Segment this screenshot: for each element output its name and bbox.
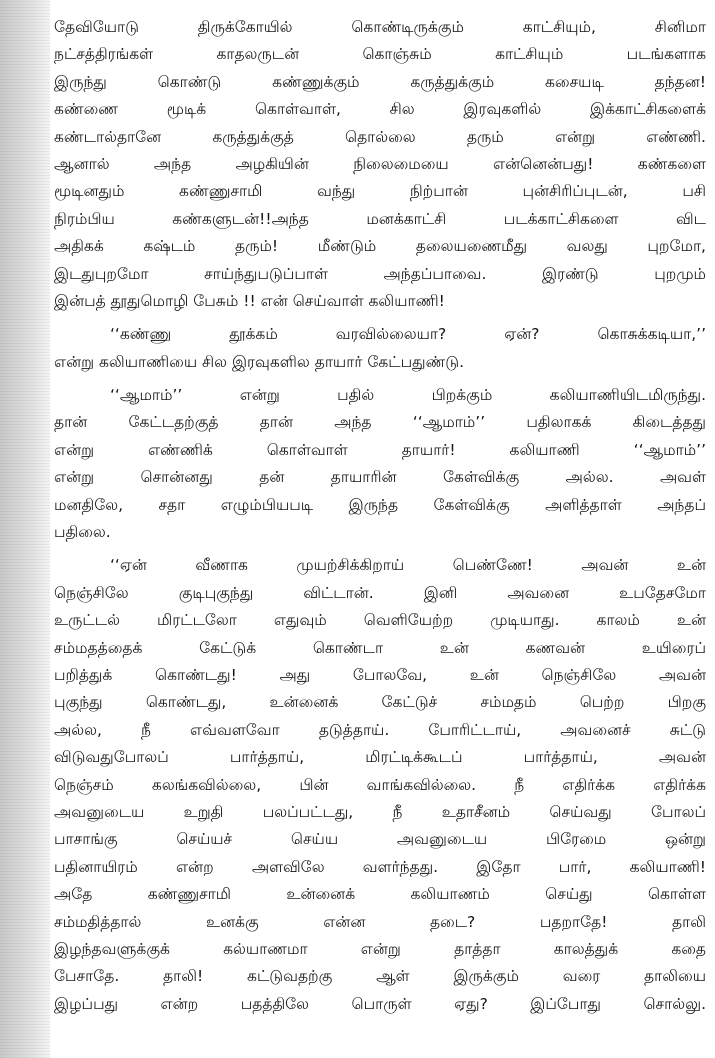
text-line: இழந்தவளுக்குக் கல்யாணமா என்று தாத்தா காலத்துக் கதை: [54, 939, 706, 958]
text-line: அல்ல, நீ எவ்வளவோ தடுத்தாய். போரிட்டாய், அவனைச் சுட்டு: [54, 720, 706, 739]
text-line: தேவியோடு திருக்கோயில் கொண்டிருக்கும் காட்சியும், சினிமா: [54, 18, 706, 36]
text-line: கண்டால்தானே கருத்துக்குத் தொல்லை தரும் என்று எண்ணி.: [54, 127, 706, 146]
text-line: என்று சொன்னது தன் தாயாரின் கேள்விக்கு அல்ல. அவள்: [54, 468, 706, 487]
text-line: இடதுபுறமோ சாய்ந்துபடுப்பாள் அந்தப்பாவை. இரண்டு புறமும்: [54, 264, 706, 283]
text-line: ‘‘ஆமாம்’’ என்று பதில் பிறக்கும் கலியாணியிடமிருந்து.: [110, 386, 706, 405]
text-line: இருந்து கொண்டு கண்ணுக்கும் கருத்துக்கும் கசையடி தந்தன!: [54, 72, 706, 91]
text-line: நட்சத்திரங்கள் காதலருடன் கொஞ்சும் காட்சியும் படங்களாக: [54, 45, 706, 64]
text-line: இன்பத் தூதுமொழி பேசும் !! என் செய்வாள் கலியாணி!: [54, 291, 445, 310]
text-line: விடுவதுபோலப் பார்த்தாய், மிரட்டிக்கூடப் பார்த்தாய், அவன்: [54, 748, 706, 767]
text-line: பறித்துக் கொண்டது! அது போலவே, உன் நெஞ்சிலே அவன்: [54, 665, 706, 684]
text-line: சம்மதத்தைக் கேட்டுக் கொண்டா உன் கணவன் உயிரைப்: [54, 638, 706, 657]
text-line: நெஞ்சிலே குடிபுகுந்து விட்டான். இனி அவனை உபதேசமோ: [54, 583, 706, 602]
text-line: தான் கேட்டதற்குத் தான் அந்த ‘‘ஆமாம்’’ பதிலாகக் கிடைத்தது: [54, 413, 706, 432]
paragraph-3: [54, 382, 706, 546]
paragraph-4: [54, 552, 706, 1018]
text-line: மனதிலே, சதா எழும்பியபடி இருந்த கேள்விக்கு அளித்தாள் அந்தப்: [54, 495, 706, 514]
text-line: புகுந்து கொண்டது, உன்னைக் கேட்டுச் சம்மதம் பெற்ற பிறகு: [54, 693, 706, 712]
text-line: இழப்பது என்ற பதத்திலே பொருள் ஏது? இப்போது சொல்லு.: [54, 994, 706, 1013]
text-line: அதே கண்ணுசாமி உன்னைக் கலியாணம் செய்து கொள்ள: [54, 885, 706, 904]
text-line: மூடினதும் கண்ணுசாமி வந்து நிற்பான் புன்சிரிப்புடன், பசி: [54, 182, 706, 201]
body-text: [54, 14, 706, 1018]
text-line: ‘‘ஏன் வீணாக முயற்சிக்கிறாய் பெண்ணே! அவன் உன்: [110, 556, 706, 575]
text-line: பதிலை.: [54, 523, 111, 542]
text-line: பேசாதே. தாலி! கட்டுவதற்கு ஆள் இருக்கும் வரை தாலியை: [54, 967, 706, 986]
text-line: உருட்டல் மிரட்டலோ எதுவும் வெளியேற்ற முடியாது. காலம் உன்: [54, 611, 706, 630]
text-line: அவனுடைய உறுதி பலப்பட்டது, நீ உதாசீனம் செய்வது போலப்: [54, 802, 706, 821]
text-line: நிரம்பிய கண்களுடன்!!அந்த மனக்காட்சி படக்காட்சிகளை விட: [54, 209, 706, 228]
text-line: கண்ணை மூடிக் கொள்வாள், சில இரவுகளில் இக்காட்சிகளைக்: [54, 100, 706, 119]
text-line: சம்மதித்தால் உனக்கு என்ன தடை? பதறாதே! தாலி: [54, 912, 706, 931]
text-line: என்று கலியாணியை சில இரவுகளில தாயார் கேட்பதுண்டு.: [54, 352, 465, 371]
text-line: ஆனால் அந்த அழகியின் நிலைமையை என்னென்பது! கண்களை: [54, 154, 706, 173]
paragraph-1: [54, 14, 706, 315]
text-line: பாசாங்கு செய்யச் செய்ய அவனுடைய பிரேமை ஒன்று: [54, 830, 706, 849]
paragraph-2: [54, 321, 706, 376]
binding-gutter-texture: [0, 0, 50, 1058]
text-line: அதிகக் கஷ்டம் தரும்! மீண்டும் தலையணைமீது வலது புறமோ,: [54, 237, 706, 256]
text-line: என்று எண்ணிக் கொள்வாள் தாயார்! கலியாணி ‘‘ஆமாம்’’: [54, 440, 706, 459]
text-line: ‘‘கண்ணு தூக்கம் வரவில்லையா? ஏன்? கொசுக்கடியா,’’: [110, 325, 706, 344]
text-line: பதினாயிரம் என்ற அளவிலே வளர்ந்தது. இதோ பார், கலியாணி!: [54, 857, 706, 876]
text-line: நெஞ்சம் கலங்கவில்லை, பின் வாங்கவில்லை. நீ எதிர்க்க எதிர்க்க: [54, 775, 706, 794]
